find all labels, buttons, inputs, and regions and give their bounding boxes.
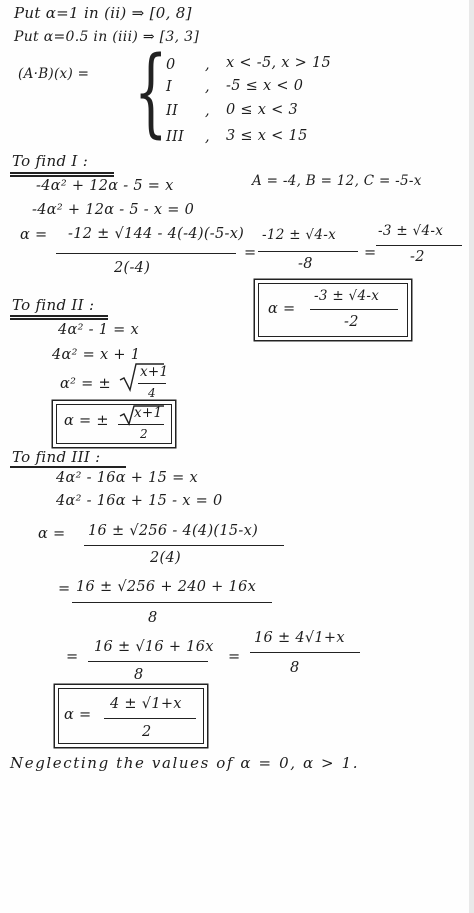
simplified-numerator-1: -12 ± √4-x (262, 227, 337, 243)
find-two-heading: To find II : (12, 296, 95, 314)
case-1-condition: x < -5, x > 15 (226, 55, 332, 71)
fraction-bar-2 (258, 251, 358, 252)
put-alpha-one-line: Put α=1 in (ii) ⇒ [0, 8] (14, 4, 192, 22)
eq-two-c-left: α² = ± (60, 376, 111, 392)
factored-denominator: 8 (290, 660, 300, 676)
page-right-edge (469, 0, 474, 913)
find-two-underline (10, 315, 108, 317)
find-one-underline-2 (10, 175, 114, 177)
find-one-heading: To find I : (12, 152, 89, 170)
abc-values: A = -4, B = 12, C = -5-x (252, 173, 422, 189)
alpha-equals-3: α = (38, 526, 66, 542)
case-3-condition: 0 ≤ x < 3 (226, 102, 299, 118)
case-2-condition: -5 ≤ x < 0 (226, 78, 304, 94)
piecewise-brace: { (134, 36, 168, 148)
simplified-numerator-2: -3 ± √4-x (378, 223, 444, 239)
box3-numerator: 4 ± √1+x (110, 696, 182, 712)
case-3-sep: , (205, 103, 210, 119)
case-2-sep: , (205, 79, 210, 95)
reduced-denominator: 8 (134, 667, 144, 683)
simplified-denominator-2: -2 (410, 249, 425, 265)
fraction-bar-7 (250, 652, 360, 653)
simplified-denominator-1: -8 (298, 256, 313, 272)
case-4-condition: 3 ≤ x < 15 (226, 128, 308, 144)
eq-one-b: -4α² + 12α - 5 - x = 0 (32, 202, 195, 218)
case-4-value: III (166, 129, 185, 145)
quadratic-numerator-3: 16 ± √256 - 4(4)(15-x) (88, 523, 259, 539)
find-three-heading: To find III : (12, 448, 101, 466)
quadratic-denominator-3: 2(4) (150, 550, 181, 566)
fraction-bar-4 (84, 545, 284, 546)
box1-alpha: α = (268, 301, 296, 317)
find-three-underline (10, 466, 126, 468)
alpha-equals-1: α = (20, 227, 48, 243)
fraction-bar-1 (56, 253, 236, 254)
case-1-sep: , (205, 57, 210, 73)
eq-two-c-numerator: x+1 (140, 364, 169, 380)
neglecting-note: Neglecting the values of α = 0, α > 1. (10, 754, 360, 772)
box3-fraction-bar (104, 718, 196, 719)
fraction-bar-3 (376, 245, 462, 246)
box1-denominator: -2 (344, 314, 359, 330)
equals-sign-1: = (244, 245, 257, 261)
eq-two-b: 4α² = x + 1 (52, 347, 141, 363)
equals-sign-4: = (66, 649, 79, 665)
box1-numerator: -3 ± √4-x (314, 288, 380, 304)
put-alpha-half-line: Put α=0.5 in (iii) ⇒ [3, 3] (14, 29, 200, 45)
eq-three-a: 4α² - 16α + 15 = x (56, 470, 198, 486)
case-1-value: 0 (166, 57, 176, 73)
box2-numerator: x+1 (134, 405, 163, 421)
box1-fraction-bar (310, 309, 398, 310)
expanded-denominator: 8 (148, 610, 158, 626)
equals-sign-2: = (364, 245, 377, 261)
box3-denominator: 2 (142, 724, 152, 740)
find-one-underline (10, 172, 114, 174)
reduced-numerator: 16 ± √16 + 16x (94, 639, 214, 655)
case-2-value: I (166, 79, 173, 95)
equals-sign-3: = (58, 581, 71, 597)
expanded-numerator: 16 ± √256 + 240 + 16x (76, 579, 257, 595)
box2-denominator: 2 (140, 427, 148, 441)
quadratic-numerator-1: -12 ± √144 - 4(-4)(-5-x) (68, 226, 245, 242)
find-two-underline-2 (10, 318, 108, 320)
case-3-value: II (166, 103, 179, 119)
eq-one-a: -4α² + 12α - 5 = x (36, 178, 174, 194)
box3-alpha: α = (64, 707, 92, 723)
eq-two-c-denominator: 4 (148, 386, 156, 400)
eq-three-b: 4α² - 16α + 15 - x = 0 (56, 493, 223, 509)
ab-x-label: (A·B)(x) = (18, 66, 90, 82)
eq-two-c-fraction-bar (138, 383, 166, 384)
box2-fraction-bar (118, 424, 164, 425)
fraction-bar-6 (88, 661, 208, 662)
factored-numerator: 16 ± 4√1+x (254, 630, 345, 646)
box2-alpha: α = ± (64, 413, 109, 429)
case-4-sep: , (205, 129, 210, 145)
equals-sign-5: = (228, 649, 241, 665)
eq-two-a: 4α² - 1 = x (58, 322, 140, 338)
fraction-bar-5 (72, 602, 272, 603)
quadratic-denominator-1: 2(-4) (114, 260, 151, 276)
